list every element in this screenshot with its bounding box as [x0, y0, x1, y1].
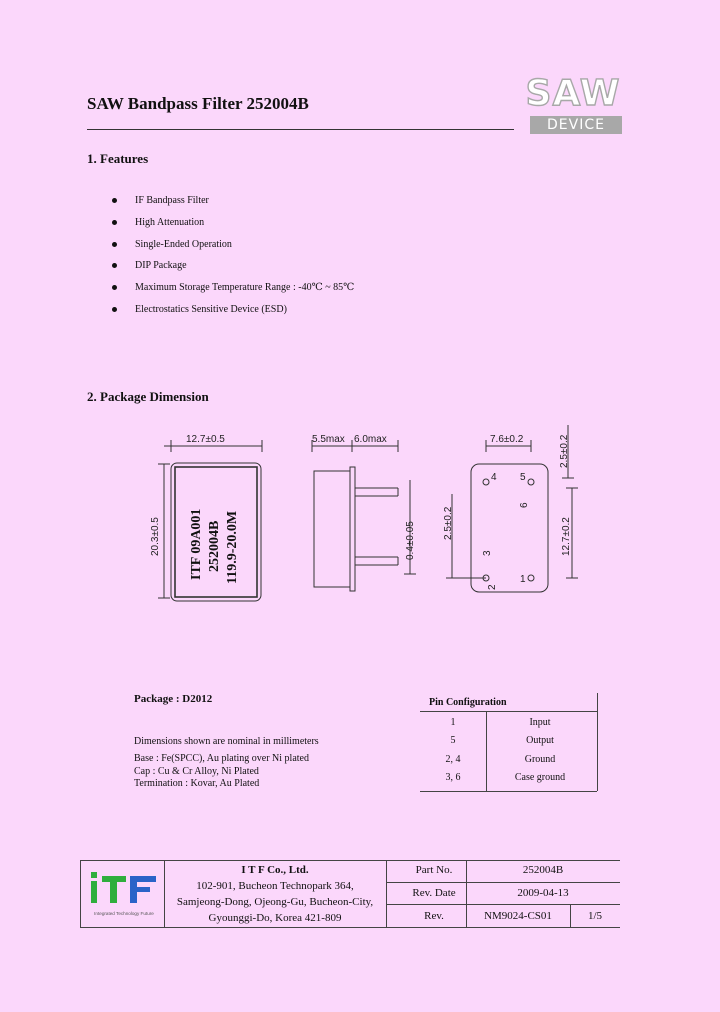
package-note: Base : Fe(SPCC), Au plating over Ni plated	[134, 753, 309, 764]
footer-rule-left	[80, 860, 81, 928]
logo-tagline: Integrated Technology Future	[94, 911, 154, 916]
table-row	[420, 732, 594, 751]
bottom-view-outline	[471, 464, 548, 592]
pin-number: 5	[450, 735, 456, 747]
package-note: Cap : Cu & Cr Alloy, Ni Plated	[134, 766, 259, 777]
pin-config-table	[420, 713, 594, 787]
side-view-base	[350, 467, 355, 591]
address-line: Samjeong-Dong, Ojeong-Gu, Bucheon-City,	[176, 896, 374, 908]
rev-value: NM9024-CS01	[484, 910, 552, 922]
side-view-cap	[314, 471, 350, 587]
logo-dot	[91, 872, 97, 878]
feature-item: IF Bandpass Filter	[112, 194, 354, 216]
feature-item: Electrostatics Sensitive Device (ESD)	[112, 303, 354, 325]
marking-line-2: 252004B	[207, 520, 222, 572]
pin-label-6: 6	[519, 502, 530, 508]
footer-rule-row2	[386, 904, 620, 905]
feature-item: Maximum Storage Temperature Range : -40℃ ~ 85℃	[112, 281, 354, 303]
footer-rule-row1	[386, 882, 620, 883]
width-label: 12.7±0.5	[186, 434, 225, 445]
logo-t-stem	[110, 876, 117, 903]
part-no-value: 252004B	[522, 864, 564, 876]
address-line: Gyounggi-Do, Korea 421-809	[208, 912, 342, 924]
rev-label: Rev.	[424, 910, 444, 922]
side-label-1: 5.5max	[312, 434, 345, 445]
dimension-heading: 2. Package Dimension	[87, 389, 209, 404]
table-row	[420, 750, 594, 769]
pin-number: 3, 6	[445, 772, 461, 784]
table-row	[420, 713, 594, 732]
feature-item: DIP Package	[112, 259, 354, 281]
logo-subtitle: DEVICE	[530, 116, 622, 134]
pin-config-bottom-rule	[420, 791, 597, 792]
package-note: Termination : Kovar, Au Plated	[134, 778, 260, 789]
pin-label-2: 2	[487, 584, 498, 590]
pin-function: Input	[529, 716, 551, 728]
itf-logo	[86, 866, 162, 922]
feature-item: Single-Ended Operation	[112, 238, 354, 260]
pitch-x-label: 7.6±0.2	[490, 434, 524, 445]
pin-function: Output	[526, 735, 554, 747]
pin-config-edge	[597, 693, 598, 791]
side-label-2: 6.0max	[354, 434, 387, 445]
rev-date-value: 2009-04-13	[517, 887, 569, 899]
table-row	[420, 769, 594, 788]
height-label: 20.3±0.5	[150, 517, 161, 556]
marking-line-3: 119.9-20.0M	[225, 510, 240, 584]
company-name: I T F Co., Ltd.	[241, 864, 309, 876]
package-note: Dimensions shown are nominal in millimeters	[134, 736, 319, 747]
company-address	[164, 862, 386, 926]
pin-function: Ground	[524, 753, 556, 765]
pin-5-pad	[528, 479, 534, 485]
pin-config-heading: Pin Configuration	[429, 697, 507, 708]
page-title: SAW Bandpass Filter 252004B	[87, 94, 309, 113]
pitch-y-right-label: 12.7±0.2	[561, 517, 572, 556]
part-no-label: Part No.	[415, 864, 453, 876]
marking-line-1: ITF 09A001	[189, 508, 204, 580]
logo-word: SAW	[525, 73, 621, 114]
pin-number: 2, 4	[445, 753, 461, 765]
footer-rule-bottom	[80, 927, 620, 928]
bottom-view	[443, 425, 578, 592]
pitch-y-left-label: 2.5±0.2	[443, 506, 454, 540]
side-view	[312, 434, 416, 591]
pin-1-pad	[528, 575, 534, 581]
logo-f-mid	[130, 887, 150, 892]
pin-number: 1	[450, 716, 456, 728]
logo-i	[91, 881, 97, 903]
pin-label-1: 1	[520, 574, 526, 585]
footer-info-block	[80, 860, 620, 928]
pin-label-5: 5	[520, 472, 526, 483]
pin-label-4: 4	[491, 472, 497, 483]
pin-4-pad	[483, 479, 489, 485]
footer-rule-top	[80, 860, 620, 861]
address-line: 102-901, Bucheon Technopark 364,	[196, 880, 354, 892]
offset-label: 2.5±0.2	[559, 434, 570, 468]
feature-item: High Attenuation	[112, 216, 354, 238]
pin-function: Case ground	[514, 772, 566, 784]
pin-label-3: 3	[482, 550, 493, 556]
features-heading: 1. Features	[87, 151, 149, 166]
pin-config-rule	[420, 711, 597, 712]
top-view	[150, 434, 262, 601]
page-number: 1/5	[587, 910, 603, 922]
rev-date-label: Rev. Date	[412, 887, 456, 899]
pin-width-label: 0.4±0.05	[405, 521, 416, 560]
package-name: Package : D2012	[134, 693, 213, 705]
